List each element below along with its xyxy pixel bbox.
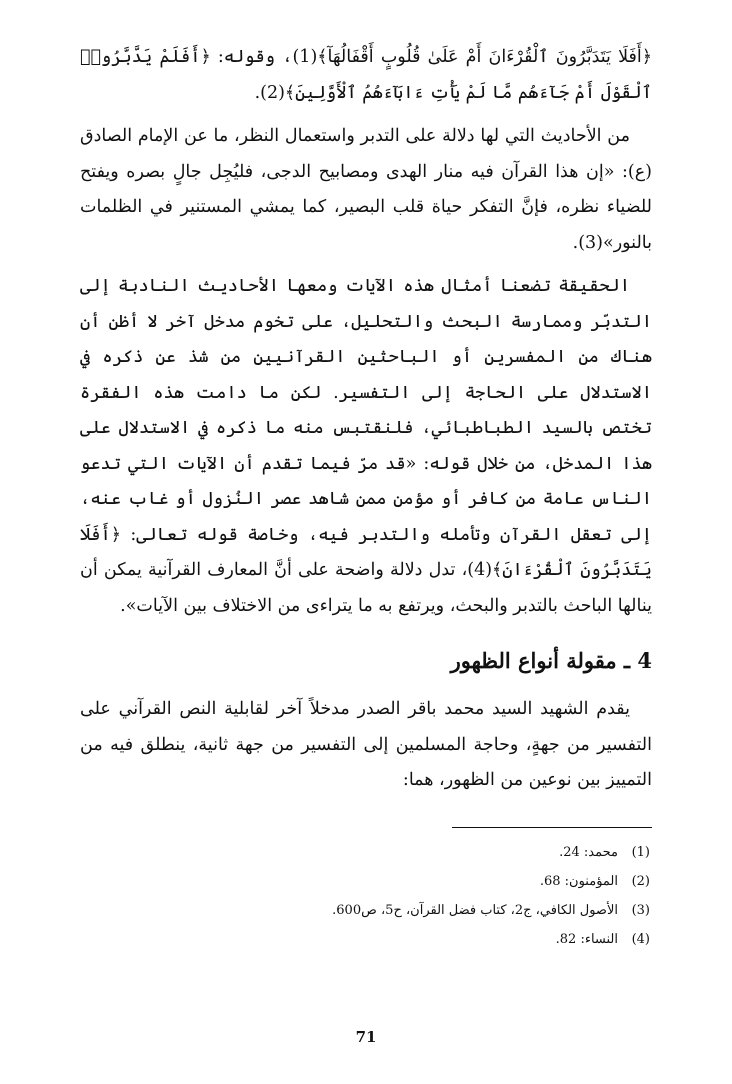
footnote-number: (4) [631,931,650,947]
footnote-number: (3) [631,902,650,918]
paragraph-tabatabai-quote: الحقيقة تضعنا أمثال هذه الآيات ومعها الأحاديث النادبة إلى التدبّر وممارسة البحث والتحليل، على تخوم مدخل آخر لا أظن أن هناك من المفسرين أو الباحثين القرآنيين من شذ عن ذكره في الاستدلال على الحاجة إلى التفسير. لكن ما دامت هذه الفقرة تختص بالسيد الطباطبائي، فلنقتبس منه ما ذكره في الاستدلال على هذا المدخل، من خلال قوله: «قد مرّ فيما تقدم أن الآيات التي تدعو الناس عامة من كافر أو مؤمن ممن شاهد عصر النُزول أو غاب عنه، إلى تعقل القرآن وتأمله والتدبر فيه، وخاصة قوله تعالى: ﴿أَفَلَا يَتَدَبَّرُونَ ٱلْقُرْءَانَ﴾(4)، تدل دلالة واضحة على أنَّ المعارف القرآنية يمكن أن ينالها الباحث بالتدبر والبحث، ويرتفع به ما يتراءى من الاختلاف بين الآيات». [80,276,653,616]
paragraph-quran-verses: ﴿أَفَلَا يَتَدَبَّرُونَ ٱلْقُرْءَانَ أَمْ عَلَىٰ قُلُوبٍ أَقْفَالُهَآ﴾(1)، وقوله: ﴿أَفَلَمْ يَدَّبَّرُوا۟ ٱلْقَوْلَ أَمْ جَآءَهُم مَّا لَمْ يَأْتِ ءَابَآءَهُمُ ٱلْأَوَّلِينَ﴾(2). [80,47,652,103]
footnote-number: (1) [631,844,650,860]
footnote-separator [452,827,652,828]
footnote-text: النساء: 82. [555,931,618,947]
footnote-item [80,925,652,954]
footnote-text: المؤمنون: 68. [539,873,618,889]
footnote-item [80,867,652,896]
footnote-number: (2) [631,873,650,889]
footnotes-list [80,838,652,954]
page-number: 71 [355,1028,377,1046]
paragraph-hadith: من الأحاديث التي لها دلالة على التدبر واستعمال النظر، ما عن الإمام الصادق (ع): «إن هذا القرآن فيه منار الهدى ومصابيح الدجى، فليُجِل جالٍ بصره ويفتح للضياء نظره، فإنَّ التفكر حياة قلب البصير، كما يمشي المستنير في الظلمات بالنور»(3). [80,126,652,253]
footnote-text: الأصول الكافي، ج2، كتاب فضل القرآن، ح5، ص600. [332,902,618,918]
paragraph-sadr: يقدم الشهيد السيد محمد باقر الصدر مدخلاً آخر لقابلية النص القرآني على التفسير من جهةٍ، وحاجة المسلمين إلى التفسير من جهة ثانية، ينطلق فيه من التمييز بين نوعين من الظهور، هما: [80,699,652,790]
section-heading: 4 ـ مقولة أنواع الظهور [450,648,652,673]
footnote-text: محمد: 24. [559,844,618,860]
footnote-item [80,838,652,867]
footnote-item [80,896,652,925]
